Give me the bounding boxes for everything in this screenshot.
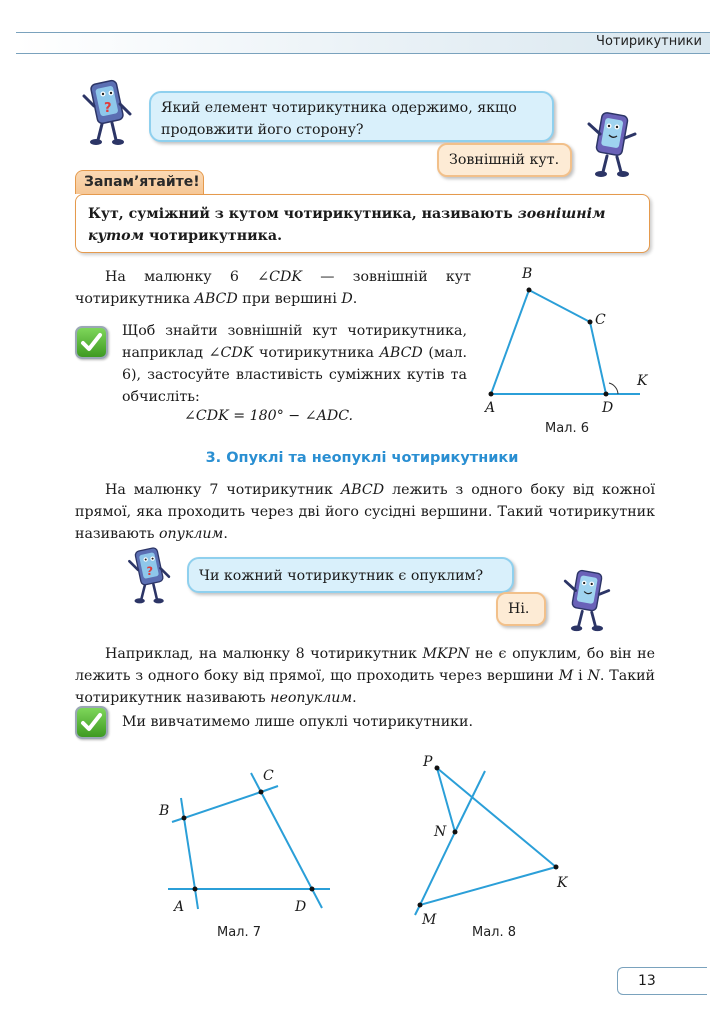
tip-1 [122, 320, 467, 408]
vertex-name: N [587, 668, 600, 684]
vertex-name: M [558, 668, 574, 684]
term: неопуклим [270, 690, 353, 706]
fig6-label-D: D [602, 400, 614, 416]
remember-tab: Запам’ятайте! [75, 170, 204, 194]
quad-name: MKPN [422, 646, 470, 662]
question-bubble-2 [187, 557, 514, 593]
text-run: . Такий чотирикутник називають [75, 668, 655, 706]
fig7-label-D: D [295, 899, 307, 915]
text-run: На малюнку 7 чотирикутник [105, 482, 341, 498]
text-run: Наприклад, на малюнку 8 чотирикутник [105, 646, 423, 662]
phone-mascot-icon [585, 108, 639, 180]
fig8-label-N: N [434, 824, 447, 840]
text-run: . [223, 526, 228, 542]
text-run: чотирикутника [253, 345, 380, 361]
paragraph-3 [75, 643, 655, 709]
fig8-label-K: K [557, 875, 568, 891]
text-run: . [352, 291, 358, 307]
svg-text:?: ? [146, 565, 154, 578]
figure-7 [150, 762, 340, 922]
text-run: при вершині [237, 291, 342, 307]
angle-symbol: ∠CDK [257, 269, 302, 285]
text-run: . [352, 690, 357, 706]
question-text-1: Який елемент чотирикутника одержимо, якщо продовжити його сторону? [161, 100, 517, 138]
fig7-label-A: A [174, 899, 185, 915]
fig8-label-M: M [422, 912, 437, 928]
quad-name: ABCD [379, 345, 423, 361]
text-run: і [573, 668, 588, 684]
formula: ∠CDK = 180° − ∠ADC. [184, 408, 354, 424]
vertex-name: D [341, 291, 353, 307]
answer-bubble-1 [437, 143, 572, 177]
answer-text-2: Ні. [508, 601, 530, 617]
fig6-caption: Мал. 6 [545, 421, 590, 436]
quad-name: ABCD [340, 482, 385, 498]
tip-2: Ми вивчатимемо лише опуклі чотирикутники. [122, 714, 473, 730]
page-header-title: Чотирикутники [596, 34, 702, 49]
remember-definition [88, 203, 640, 247]
fig7-label-C: C [263, 768, 274, 784]
text-run: — зовнішній кут чотирикутника [75, 269, 472, 307]
figure-8 [405, 748, 595, 933]
term: опуклим [159, 526, 224, 542]
text-run: Щоб знайти зовнішній кут чотирикутника, наприклад [122, 323, 467, 361]
checkmark-icon [75, 706, 108, 739]
fig6-label-B: B [522, 266, 533, 282]
fig7-label-B: B [159, 803, 170, 819]
paragraph-1 [75, 266, 471, 310]
remember-text-start: Кут, суміжний з кутом чотирикутника, називають [88, 206, 518, 222]
fig7-caption: Мал. 7 [217, 925, 262, 940]
phone-mascot-icon [560, 566, 614, 634]
text-run: не є опуклим, бо він не лежить з одного боку від прямої, що проходить через вершини [75, 646, 655, 684]
text-run: На малюнку 6 [105, 269, 258, 285]
page-number: 13 [617, 967, 707, 995]
fig8-label-P: P [423, 754, 433, 770]
text-run: (мал. 6), застосуйте властивість суміжних кутів та обчисліть: [122, 345, 467, 405]
remember-text-end: чотирикутника. [144, 228, 283, 244]
svg-text:?: ? [104, 101, 112, 116]
remember-term: зовнішнім кутом [88, 206, 606, 244]
answer-bubble-2 [496, 592, 546, 626]
figure-6 [478, 262, 678, 422]
phone-mascot-icon [124, 544, 176, 606]
fig8-caption: Мал. 8 [472, 925, 517, 940]
section-heading: 3. Опуклі та неопуклі чотирикутники [205, 450, 519, 466]
text-run: лежить з одного боку від кожної прямої, яка проходить через дві його сусідні вершини. Такий чотирикутник називають [75, 482, 655, 542]
fig6-label-C: C [595, 312, 606, 328]
quad-name: ABCD [194, 291, 238, 307]
angle-symbol: ∠CDK [208, 345, 254, 361]
fig6-label-K: K [637, 373, 648, 389]
phone-mascot-icon [82, 76, 134, 148]
paragraph-2 [75, 479, 655, 545]
question-text-2: Чи кожний чотирикутник є опуклим? [199, 568, 484, 584]
answer-text-1: Зовнішній кут. [449, 152, 560, 168]
fig6-label-A: A [485, 400, 496, 416]
question-bubble-1 [149, 91, 554, 142]
checkmark-icon [75, 326, 108, 359]
